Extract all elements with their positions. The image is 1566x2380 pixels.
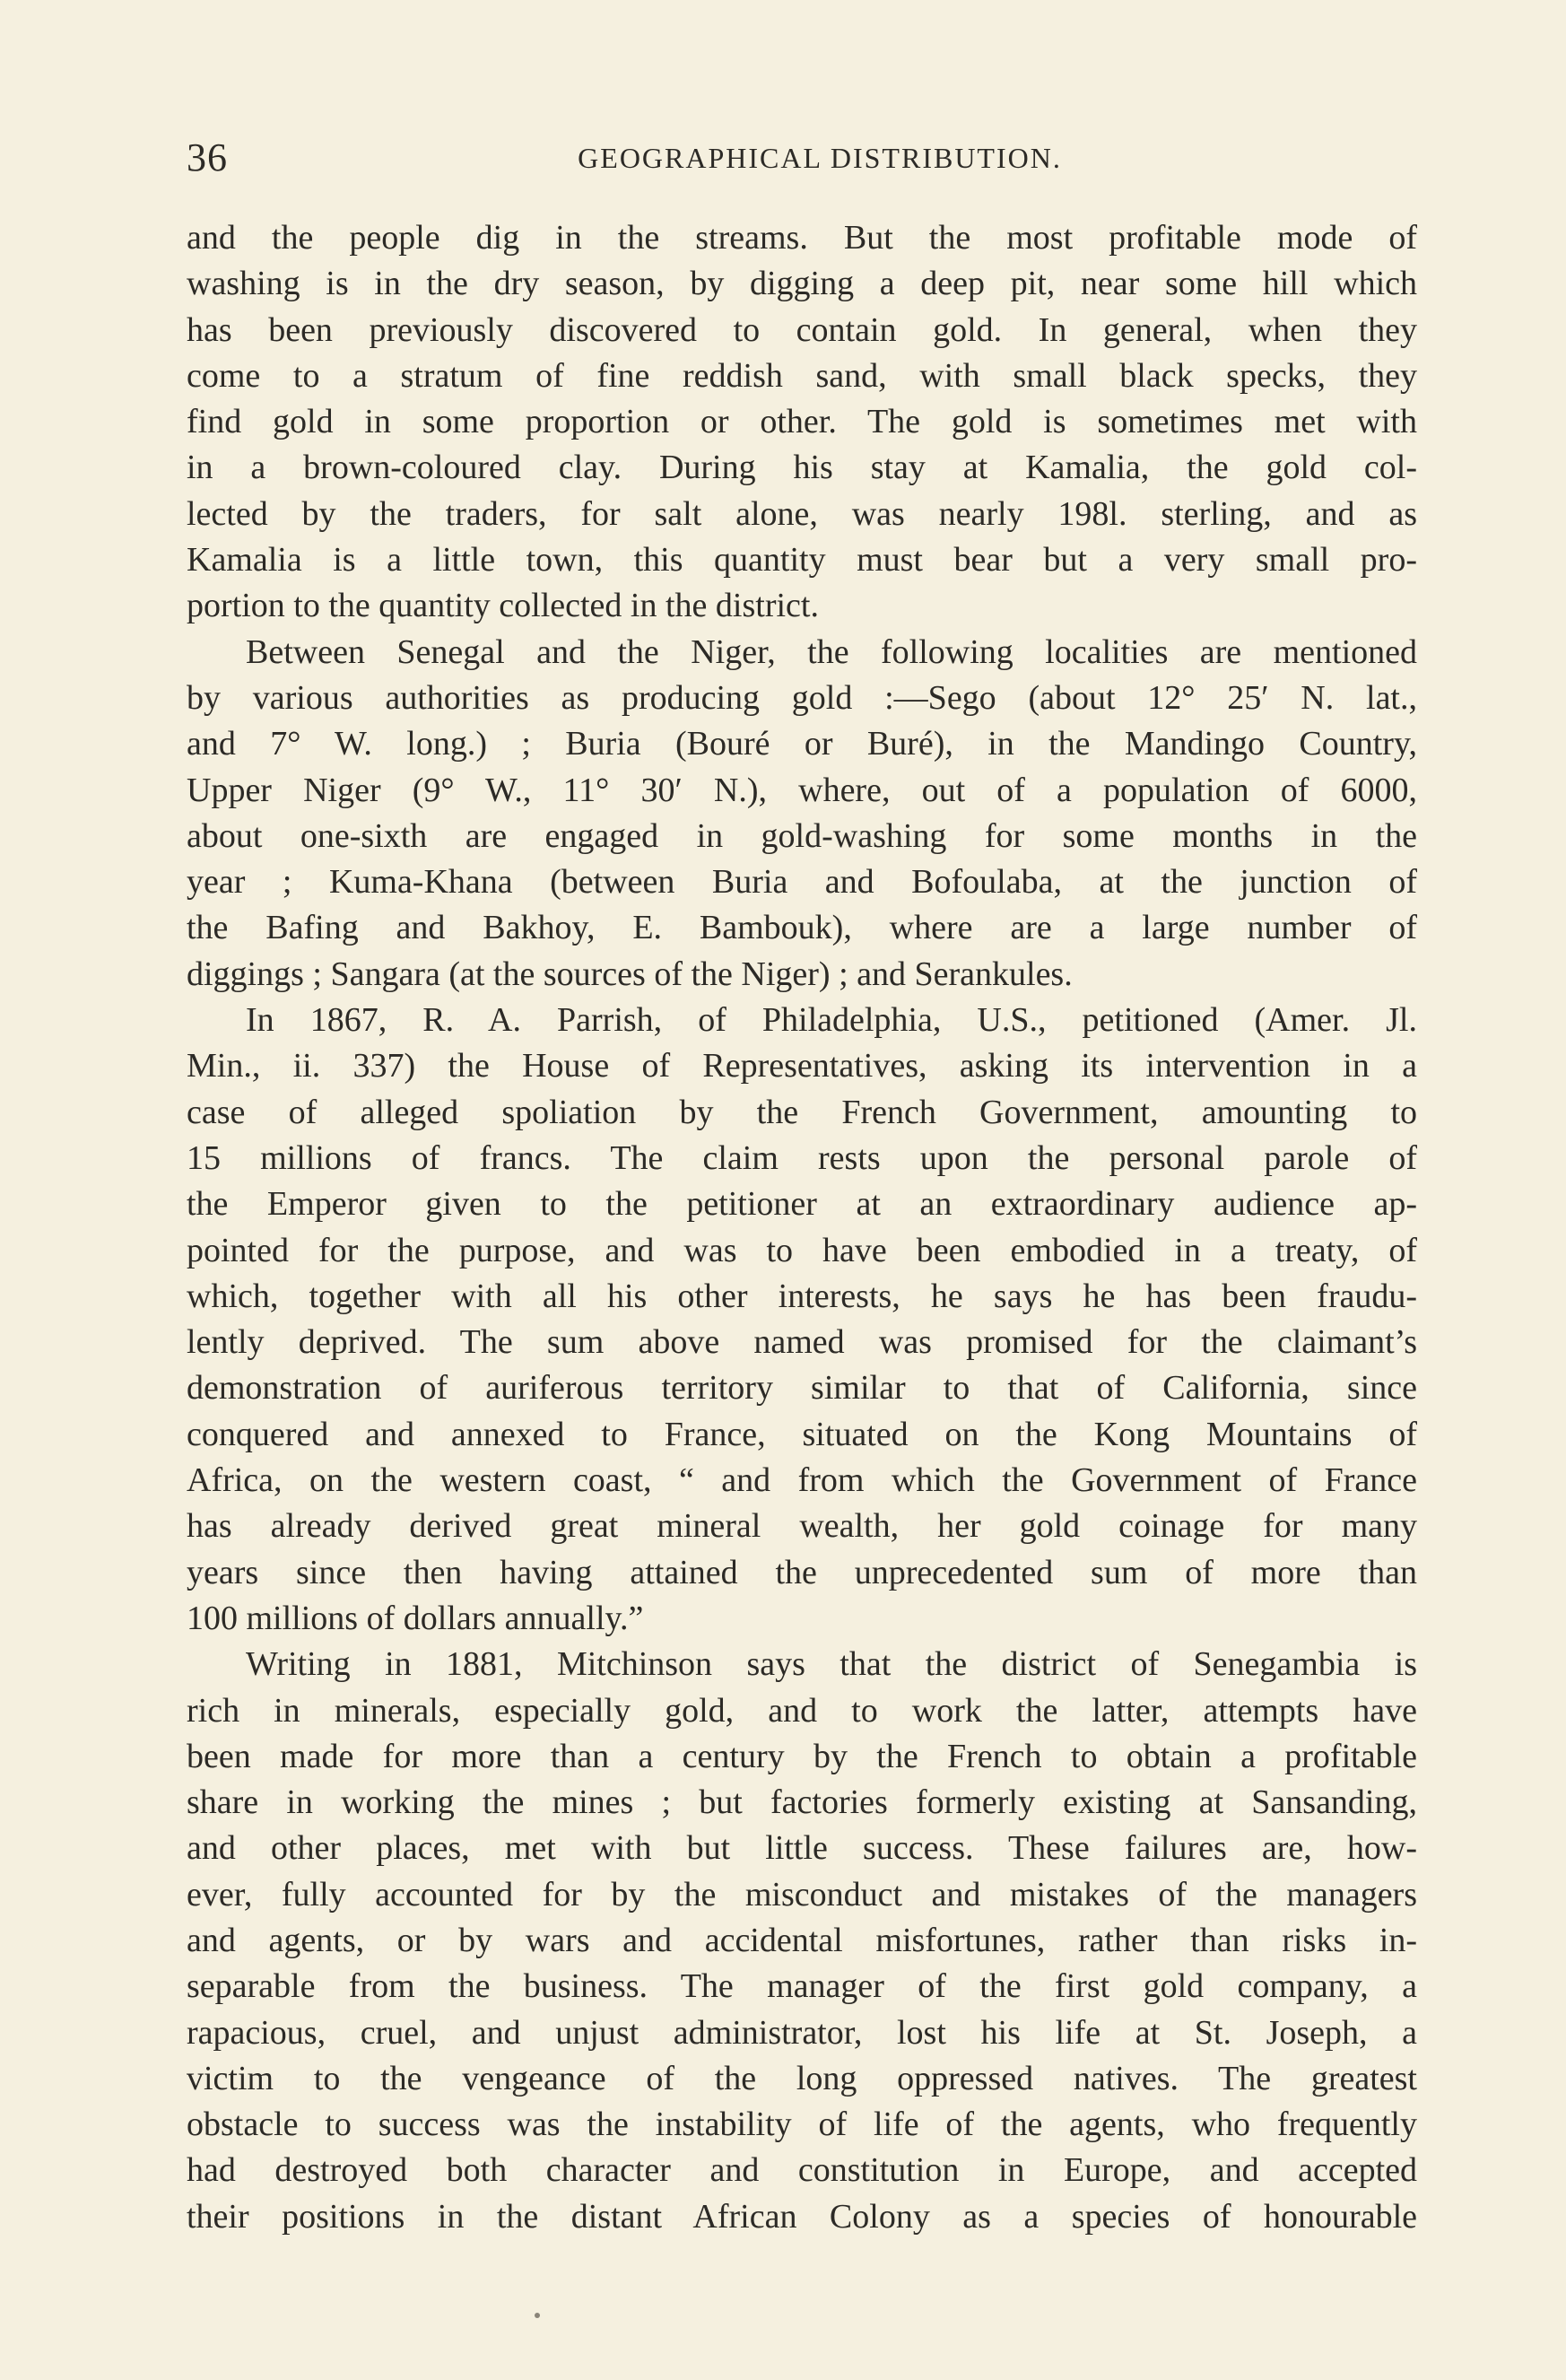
text-line: by various authorities as producing gold :—Sego (about 12° 25′ N. lat., — [187, 678, 1417, 717]
text-line: which, together with all his other interests, he says he has been fraudu- — [187, 1277, 1417, 1315]
text-line: 15 millions of francs. The claim rests upon the personal parole of — [187, 1138, 1417, 1177]
paragraph-start-line: Writing in 1881, Mitchinson says that the district of Senegambia is — [246, 1645, 1417, 1684]
text-line: and the people dig in the streams. But the most profitable mode of — [187, 219, 1417, 257]
text-line: year ; Kuma-Khana (between Buria and Bofoulaba, at the junction of — [187, 863, 1417, 902]
text-line: find gold in some proportion or other. The gold is sometimes met with — [187, 403, 1417, 441]
page-speck — [535, 2313, 540, 2318]
text-line: demonstration of auriferous territory similar to that of California, since — [187, 1369, 1417, 1408]
paragraph-start-line: In 1867, R. A. Parrish, of Philadelphia, U.S., petitioned (Amer. Jl. — [246, 1001, 1417, 1040]
text-line: Upper Niger (9° W., 11° 30′ N.), where, out of a population of 6000, — [187, 771, 1417, 809]
text-line: in a brown-coloured clay. During his stay at Kamalia, the gold col- — [187, 449, 1417, 487]
text-line: diggings ; Sangara (at the sources of the Niger) ; and Serankules. — [187, 955, 1073, 993]
text-line: conquered and annexed to France, situated on the Kong Mountains of — [187, 1415, 1417, 1453]
text-line: 100 millions of dollars annually.” — [187, 1599, 644, 1637]
paragraph-start-line: Between Senegal and the Niger, the following localities are mentioned — [246, 632, 1417, 671]
text-line: separable from the business. The manager of the first gold company, a — [187, 1967, 1417, 2006]
text-line: about one-sixth are engaged in gold-washing for some months in the — [187, 816, 1417, 855]
running-head — [187, 135, 1417, 179]
text-line: rapacious, cruel, and unjust administrator, lost his life at St. Joseph, a — [187, 2013, 1417, 2052]
text-line: victim to the vengeance of the long oppressed natives. The greatest — [187, 2059, 1417, 2097]
text-line: rich in minerals, especially gold, and to work the latter, attempts have — [187, 1691, 1417, 1730]
text-line: obstacle to success was the instability of life of the agents, who frequently — [187, 2105, 1417, 2144]
text-line: washing is in the dry season, by digging a deep pit, near some hill which — [187, 265, 1417, 303]
text-line: had destroyed both character and constitution in Europe, and accepted — [187, 2151, 1417, 2190]
text-line: years since then having attained the unprecedented sum of more than — [187, 1553, 1417, 1591]
body-text — [187, 215, 1417, 2240]
text-line: portion to the quantity collected in the district. — [187, 587, 819, 625]
text-line: lected by the traders, for salt alone, was nearly 198l. sterling, and as — [187, 494, 1417, 533]
text-line: ever, fully accounted for by the misconduct and mistakes of the managers — [187, 1875, 1417, 1914]
running-title: GEOGRAPHICAL DISTRIBUTION. — [578, 142, 1062, 174]
text-line: case of alleged spoliation by the French Government, amounting to — [187, 1093, 1417, 1131]
text-line: and 7° W. long.) ; Buria (Bouré or Buré), in the Mandingo Country, — [187, 725, 1417, 763]
text-line: and agents, or by wars and accidental misfortunes, rather than risks in- — [187, 1921, 1417, 1959]
text-line: has already derived great mineral wealth, her gold coinage for many — [187, 1507, 1417, 1546]
text-line: and other places, met with but little success. These failures are, how- — [187, 1829, 1417, 1868]
text-line: come to a stratum of fine reddish sand, with small black specks, they — [187, 356, 1417, 395]
page-number: 36 — [187, 135, 228, 179]
text-line: lently deprived. The sum above named was promised for the claimant’s — [187, 1323, 1417, 1362]
text-line: the Bafing and Bakhoy, E. Bambouk), where are a large number of — [187, 909, 1417, 947]
text-line: Kamalia is a little town, this quantity must bear but a very small pro- — [187, 541, 1417, 580]
text-line: their positions in the distant African Colony as a species of honourable — [187, 2197, 1417, 2236]
text-line: the Emperor given to the petitioner at an extraordinary audience ap- — [187, 1185, 1417, 1224]
text-line: Africa, on the western coast, “ and from which the Government of France — [187, 1461, 1417, 1500]
text-line: pointed for the purpose, and was to have been embodied in a treaty, of — [187, 1231, 1417, 1269]
text-line: share in working the mines ; but factories formerly existing at Sansanding, — [187, 1783, 1417, 1822]
text-line: been made for more than a century by the French to obtain a profitable — [187, 1737, 1417, 1775]
text-line: Min., ii. 337) the House of Representatives, asking its intervention in a — [187, 1047, 1417, 1085]
text-line: has been previously discovered to contain gold. In general, when they — [187, 310, 1417, 349]
